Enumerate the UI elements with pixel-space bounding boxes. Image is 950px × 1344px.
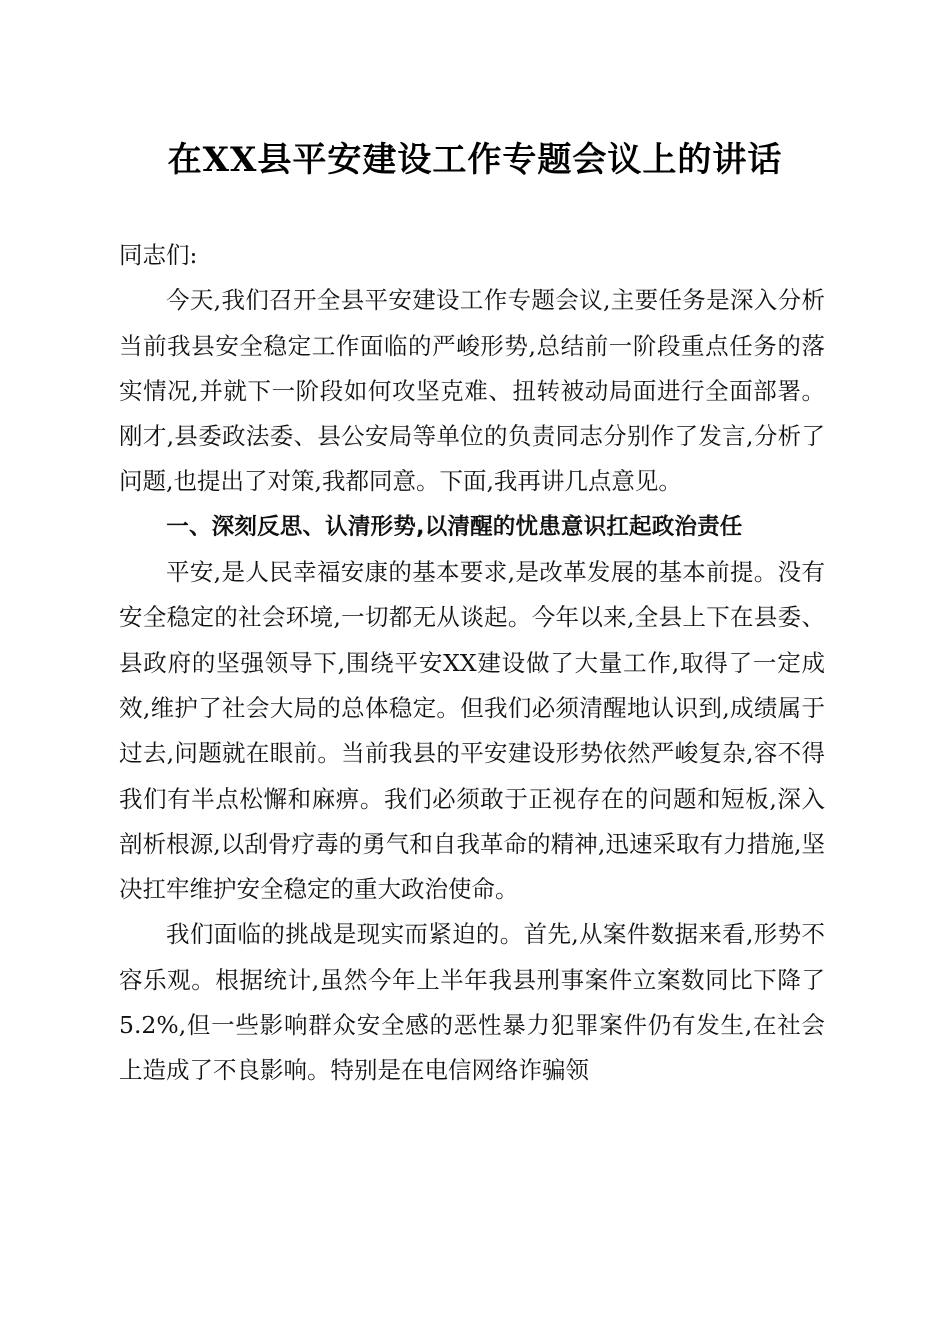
document-title: 在XX县平安建设工作专题会议上的讲话 bbox=[167, 140, 783, 180]
intro-paragraph: 今天,我们召开全县平安建设工作专题会议,主要任务是深入分析当前我县安全稳定工作面临的严峻形势,总结前一阶段重点任务的落实情况,并就下一阶段如何攻坚克难、扭转被动局面进行全面部署。刚才,县委政法委、县公安局等单位的负责同志分别作了发言,分析了问题,也提出了对策,我都同意。下面,我再讲几点意见。 bbox=[119, 286, 825, 496]
salutation: 同志们: bbox=[119, 241, 198, 269]
section1-paragraph-2: 我们面临的挑战是现实而紧迫的。首先,从案件数据来看,形势不容乐观。根据统计,虽然今年上半年我县刑事案件立案数同比下降了5.2%,但一些影响群众安全感的恶性暴力犯罪案件仍有发生,在社会上造成了不良影响。特别是在电信网络诈骗领 bbox=[119, 920, 825, 1085]
section-heading-1: 一、深刻反思、认清形势,以清醒的忧患意识扛起政治责任 bbox=[166, 513, 743, 540]
document-body bbox=[119, 233, 825, 1094]
section1-paragraph-1: 平安,是人民幸福安康的基本要求,是改革发展的基本前提。没有安全稳定的社会环境,一切都无从谈起。今年以来,全县上下在县委、县政府的坚强领导下,围绕平安XX建设做了大量工作,取得了一定成效,维护了社会大局的总体稳定。但我们必须清醒地认识到,成绩属于过去,问题就在眼前。当前我县的平安建设形势依然严峻复杂,容不得我们有半点松懈和麻痹。我们必须敢于正视存在的问题和短板,深入剖析根源,以刮骨疗毒的勇气和自我革命的精神,迅速采取有力措施,坚决扛牢维护安全稳定的重大政治使命。 bbox=[119, 558, 825, 904]
